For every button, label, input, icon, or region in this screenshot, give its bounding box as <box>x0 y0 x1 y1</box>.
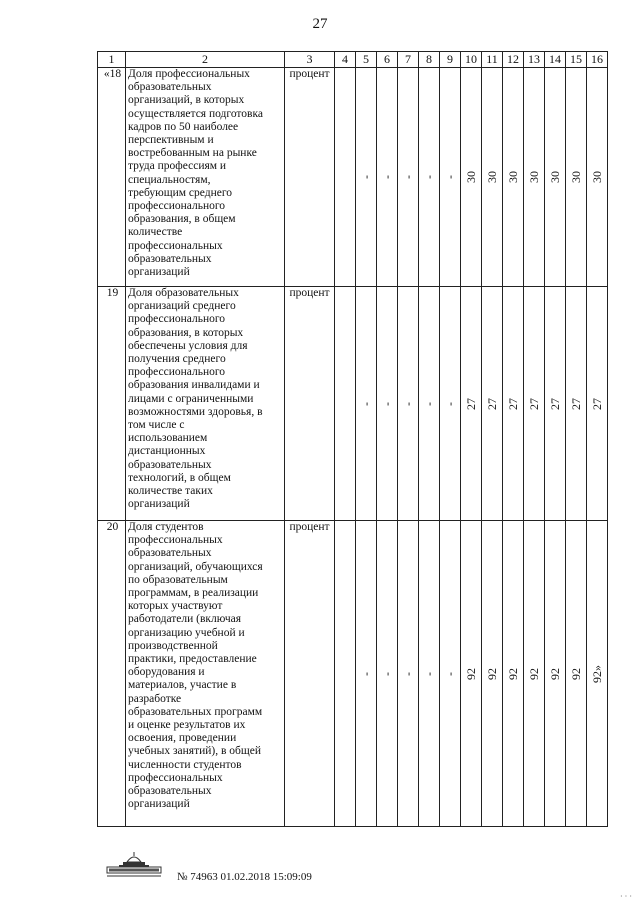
value-text: - <box>422 175 436 179</box>
value-cell <box>503 287 524 521</box>
value-text: - <box>359 175 373 179</box>
value-cell <box>503 68 524 287</box>
value-text: 30 <box>464 171 478 183</box>
value-cell <box>587 287 608 521</box>
value-text: 27 <box>464 397 478 410</box>
value-text: - <box>443 401 457 406</box>
value-text: - <box>380 401 394 406</box>
indicators-table <box>97 51 608 827</box>
value-text: 92 <box>569 667 583 680</box>
value-cell <box>566 287 587 521</box>
header-cell: 7 <box>398 52 419 68</box>
value-text: - <box>401 401 415 406</box>
value-cell <box>377 287 398 521</box>
value-text: 92 <box>506 667 520 680</box>
document-stamp: № 74963 01.02.2018 15:09:09 <box>177 871 312 883</box>
header-cell: 15 <box>566 52 587 68</box>
value-text: 30 <box>485 171 499 183</box>
garant-logo-icon <box>105 850 163 878</box>
value-text: 92» <box>590 664 604 683</box>
value-text: 27 <box>548 397 562 410</box>
header-cell: 12 <box>503 52 524 68</box>
value-cell <box>377 521 398 827</box>
header-cell: 3 <box>285 52 335 68</box>
value-cell <box>524 287 545 521</box>
value-cell <box>335 521 356 827</box>
table-row <box>98 521 608 827</box>
value-text: - <box>422 671 436 676</box>
value-cell <box>440 287 461 521</box>
value-cell <box>524 68 545 287</box>
header-cell: 10 <box>461 52 482 68</box>
value-text: - <box>359 401 373 406</box>
value-text: 92 <box>548 667 562 680</box>
value-text: 92 <box>485 667 499 680</box>
value-cell <box>377 68 398 287</box>
value-cell <box>335 68 356 287</box>
value-text: 92 <box>464 667 478 680</box>
header-cell: 4 <box>335 52 356 68</box>
value-text: 30 <box>569 171 583 183</box>
value-cell <box>587 521 608 827</box>
value-text: - <box>380 671 394 676</box>
value-text: 27 <box>506 397 520 410</box>
value-cell <box>398 68 419 287</box>
value-cell <box>356 521 377 827</box>
page-number: 27 <box>312 16 328 32</box>
header-cell: 2 <box>126 52 285 68</box>
value-cell <box>545 287 566 521</box>
value-cell <box>419 521 440 827</box>
value-cell <box>440 521 461 827</box>
indicator-name <box>126 68 285 287</box>
value-text: 92 <box>527 667 541 680</box>
value-cell <box>566 68 587 287</box>
value-cell <box>398 287 419 521</box>
header-cell: 11 <box>482 52 503 68</box>
value-text: 27 <box>485 397 499 410</box>
scan-mark: · · · <box>620 892 632 901</box>
indicator-name <box>126 287 285 521</box>
header-cell: 6 <box>377 52 398 68</box>
value-cell <box>545 68 566 287</box>
header-row <box>98 52 608 68</box>
value-cell <box>461 287 482 521</box>
value-cell <box>461 68 482 287</box>
value-cell <box>482 521 503 827</box>
value-text: - <box>422 401 436 406</box>
value-cell <box>440 68 461 287</box>
value-cell <box>461 521 482 827</box>
row-number: «18 <box>98 68 126 287</box>
value-text: - <box>359 671 373 676</box>
header-cell: 14 <box>545 52 566 68</box>
row-number: 19 <box>98 287 126 521</box>
unit-cell: процент <box>285 68 335 287</box>
value-cell <box>335 287 356 521</box>
header-cell: 16 <box>587 52 608 68</box>
value-text: - <box>401 175 415 179</box>
indicator-name-text: Доля профессиональных образовательных организаций, в которых осуществляется подготовка кадров по 50 наиболее перспективным и востребованным на рынке труда профессиям и специальностям, требующим среднего профессионального образования, в общем количестве профессиональных образовательных организаций <box>128 68 263 279</box>
value-cell <box>503 521 524 827</box>
value-cell <box>587 68 608 287</box>
value-cell <box>356 287 377 521</box>
header-cell: 5 <box>356 52 377 68</box>
value-text: 27 <box>569 397 583 410</box>
unit-cell: процент <box>285 287 335 521</box>
value-text: 30 <box>527 171 541 183</box>
document-footer <box>105 850 435 890</box>
value-text: 30 <box>590 171 604 183</box>
value-text: - <box>443 175 457 179</box>
header-cell: 8 <box>419 52 440 68</box>
value-text: - <box>380 175 394 179</box>
value-text: 27 <box>527 397 541 410</box>
value-cell <box>419 287 440 521</box>
table-row <box>98 287 608 521</box>
indicator-name-text: Доля студентов профессиональных образовательных организаций, обучающихся по образовательным программам, в реализации которых участвуют работодатели (включая организацию учебной и производственной практики, предоставление оборудования и материалов, участие в разработке образовательных программ и оценке результатов их освоения, проведении учебных занятий), в общей численности студентов профессиональных образовательных организаций <box>128 521 263 811</box>
header-cell: 1 <box>98 52 126 68</box>
value-text: - <box>401 671 415 676</box>
value-cell <box>482 287 503 521</box>
header-cell: 9 <box>440 52 461 68</box>
row-number: 20 <box>98 521 126 827</box>
value-cell <box>524 521 545 827</box>
header-cell: 13 <box>524 52 545 68</box>
value-text: - <box>443 671 457 676</box>
unit-cell: процент <box>285 521 335 827</box>
indicator-name <box>126 521 285 827</box>
value-text: 30 <box>506 171 520 183</box>
table-row <box>98 68 608 287</box>
value-cell <box>419 68 440 287</box>
value-text: 27 <box>590 397 604 410</box>
value-text: 30 <box>548 171 562 183</box>
value-cell <box>566 521 587 827</box>
indicator-name-text: Доля образовательных организаций среднего профессионального образования, в которых обеспечены условия для получения среднего профессионального образования инвалидами и лицами с ограниченными возможностями здоровья, в том числе с использованием дистанционных образовательных технологий, в общем количестве таких организаций <box>128 287 263 511</box>
value-cell <box>545 521 566 827</box>
value-cell <box>356 68 377 287</box>
value-cell <box>398 521 419 827</box>
value-cell <box>482 68 503 287</box>
